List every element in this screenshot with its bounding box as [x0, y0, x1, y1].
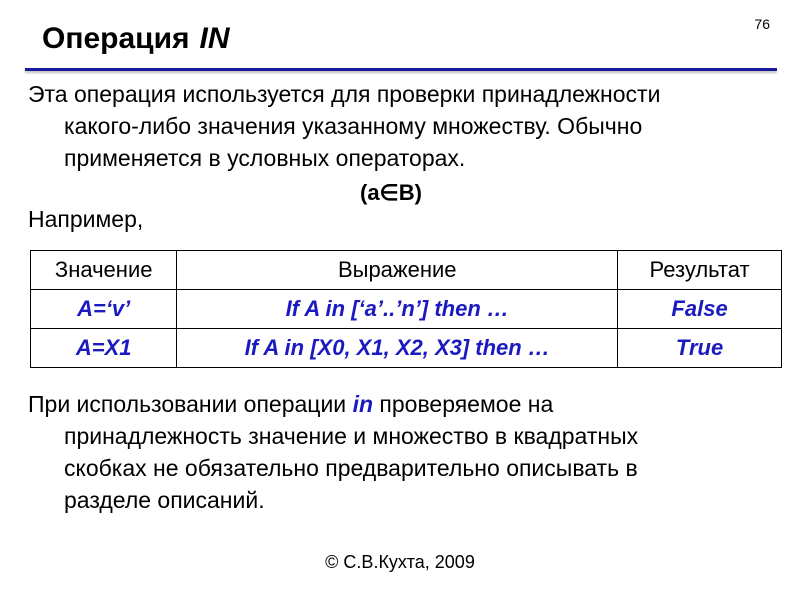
note-keyword-in: in — [352, 391, 374, 417]
slide-title — [42, 22, 230, 56]
title-prefix: Операция — [42, 22, 190, 55]
note-line-3: скобках не обязательно предварительно описывать в — [64, 455, 638, 481]
intro-line-1: Эта операция используется для проверки принадлежности — [28, 81, 661, 107]
table-row — [31, 329, 782, 368]
cell-result: True — [618, 329, 782, 368]
table-header-row — [31, 251, 782, 290]
title-underline — [25, 68, 777, 71]
set-membership-formula: (a∈B) — [360, 180, 422, 205]
cell-expression: If A in [X0, X1, X2, X3] then … — [177, 329, 618, 368]
header-result: Результат — [618, 251, 782, 290]
note-paragraph — [28, 388, 778, 516]
slide-number: 76 — [754, 16, 770, 32]
header-value: Значение — [31, 251, 177, 290]
intro-line-3: применяется в условных операторах. — [64, 145, 466, 171]
examples-table — [30, 250, 782, 368]
example-label: Например, — [28, 206, 144, 232]
header-expression: Выражение — [177, 251, 618, 290]
cell-expression: If A in [‘a’..’n’] then … — [177, 290, 618, 329]
intro-line-2: какого-либо значения указанному множеству. Обычно — [64, 113, 643, 139]
note-line-2: принадлежность значение и множество в квадратных — [64, 423, 639, 449]
table-row — [31, 290, 782, 329]
intro-paragraph — [28, 78, 778, 174]
cell-value: A=X1 — [31, 329, 177, 368]
note-line-1-after: проверяемое на — [373, 391, 554, 417]
note-line-1 — [28, 388, 778, 420]
cell-result: False — [618, 290, 782, 329]
cell-value: A=‘v’ — [31, 290, 177, 329]
note-line-4: разделе описаний. — [64, 487, 265, 513]
note-line-1-before: При использовании операции — [28, 391, 353, 417]
title-keyword: IN — [199, 22, 230, 55]
copyright-footer: © С.В.Кухта, 2009 — [325, 552, 475, 572]
